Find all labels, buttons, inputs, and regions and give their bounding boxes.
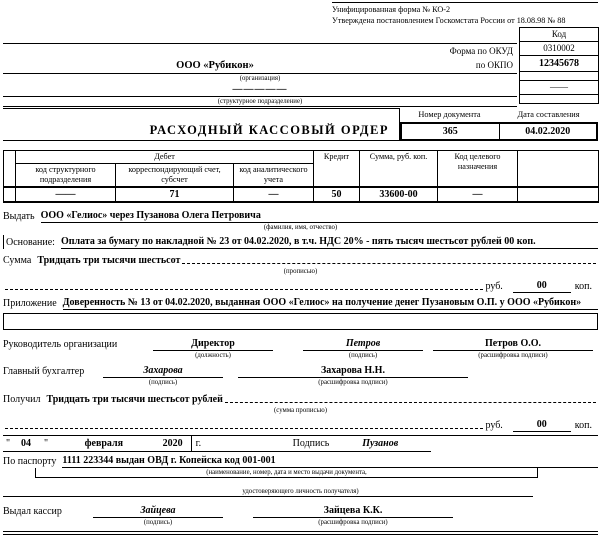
acc-sum-label: Сумма, руб. коп. [360, 151, 438, 188]
dash-filler [182, 262, 596, 264]
passport-hint-2: удостоверяющего личность получателя) [242, 488, 359, 495]
acc-cell-corr: 71 [116, 187, 234, 202]
sum-rub-label: руб. [485, 281, 503, 292]
acc-cell-struct: —— [16, 187, 116, 202]
received-kop-value: 00 [513, 418, 571, 432]
form-body [3, 108, 598, 535]
code-header: Код [520, 28, 598, 42]
organization-hint: (организация) [239, 75, 281, 82]
document-title: РАСХОДНЫЙ КАССОВЫЙ ОРДЕР [149, 123, 389, 137]
title-cell [3, 108, 400, 141]
acc-corr-label: корреспондирующий счет, субсчет [116, 164, 234, 188]
accounts-data-row [4, 187, 599, 202]
sign-hint: (подпись) [143, 519, 173, 526]
name-hint: (расшифровка подписи) [318, 379, 388, 386]
code-blank-2 [520, 95, 598, 103]
doc-date-label: Дата составления [517, 110, 580, 119]
form-note-line1: Унифицированная форма № КО-2 [332, 5, 451, 14]
passport-value: 1111 223344 выдан ОВД г. Копейска код 001-001 [62, 455, 276, 466]
organization-name: ООО «Рубикон» [176, 60, 254, 71]
signature-label: Подпись [292, 438, 330, 449]
code-table [519, 27, 599, 104]
acc-blank-left [4, 151, 16, 188]
organization-row [3, 58, 517, 74]
okpo-value: 12345678 [519, 55, 599, 72]
acc-cell-blank-left [4, 187, 16, 202]
acc-cell-sum: 33600-00 [360, 187, 438, 202]
okud-label: Форма по ОКУД [3, 43, 517, 58]
passport-row [3, 454, 598, 468]
accountant-signature-row [3, 364, 598, 378]
name-hint: (расшифровка подписи) [318, 519, 388, 526]
basis-label: Основание: [6, 237, 55, 248]
head-label: Руководитель организации [3, 339, 118, 350]
year-suffix: г. [195, 438, 202, 449]
passport-hint-1: (наименование, номер, дата и место выдачи документа, [206, 469, 367, 476]
accounts-table [3, 150, 599, 203]
title-row [3, 108, 598, 141]
acc-blank-right [518, 151, 599, 188]
acc-purpose-label: Код целевого назначения [438, 151, 518, 188]
head-signature: Петров [303, 337, 423, 351]
acc-debit-label: Дебет [16, 151, 314, 164]
form-note-line2: Утверждена постановлением Госкомстата России от 18.08.98 № 88 [332, 16, 566, 25]
received-value: Тридцать три тысячи шестьсот рублей [46, 394, 223, 405]
form-note [332, 2, 598, 26]
sum-kop-label: коп. [574, 281, 592, 292]
received-date-box [3, 436, 431, 452]
dash-filler [5, 288, 483, 290]
head-position: Директор [153, 337, 273, 351]
subdivision-value: ————— [3, 83, 517, 97]
head-signature-row [3, 337, 598, 351]
acc-cell-blank-right [518, 187, 599, 202]
cashier-signature: Зайцева [93, 504, 223, 518]
attachment-extra-box [3, 313, 598, 330]
cashier-hints [3, 518, 598, 527]
position-hint: (должность) [195, 352, 231, 359]
bottom-separator [3, 531, 598, 535]
okpo-label: по ОКПО [475, 60, 513, 70]
accountant-signature-hints [3, 378, 598, 387]
received-rub-row [3, 418, 598, 432]
sign-hint: (подпись) [148, 379, 178, 386]
received-year: 2020 [155, 436, 192, 451]
received-kop-label: коп. [574, 420, 592, 431]
cashier-label: Выдал кассир [3, 506, 62, 517]
attachment-label: Приложение [3, 298, 57, 309]
header-left [3, 43, 517, 107]
sum-rub-row [3, 279, 598, 293]
quote-close: " [43, 438, 49, 449]
code-blank-dash: —— [520, 81, 598, 95]
basis-value: Оплата за бумагу по накладной № 23 от 04.02.2020, в т.ч. НДС 20% - пять тысяч шестьсот рублей 00 коп. [60, 236, 536, 247]
sum-label: Сумма [3, 255, 32, 266]
received-day: 04 [21, 438, 31, 449]
doc-date-value: 04.02.2020 [525, 126, 571, 137]
passport-hint-box [35, 468, 538, 478]
recipient-signature: Пузанов [362, 438, 399, 449]
sum-kop-value: 00 [513, 279, 571, 293]
issue-value: ООО «Гелиос» через Пузанова Олега Петровича [40, 210, 261, 221]
name-hint: (расшифровка подписи) [478, 352, 548, 359]
accountant-name: Захарова Н.Н. [238, 364, 468, 378]
accountant-label: Главный бухгалтер [3, 366, 85, 377]
dash-filler [5, 427, 483, 429]
received-rub-label: руб. [485, 420, 503, 431]
sum-value: Тридцать три тысячи шестьсот [37, 255, 181, 266]
doc-number-value: 365 [402, 124, 500, 139]
doc-number-label: Номер документа [418, 110, 481, 119]
head-signature-hints [3, 351, 598, 360]
received-label: Получил [3, 394, 41, 405]
issue-hint: (фамилия, имя, отчество) [263, 224, 338, 231]
code-blank-1 [520, 71, 598, 81]
subdivision-hint: (структурное подразделение) [3, 97, 517, 107]
basis-row [3, 235, 598, 249]
attachment-row [3, 296, 598, 310]
okud-value: 0310002 [520, 42, 598, 56]
acc-struct-label: код структурного подразделения [16, 164, 116, 188]
acc-cell-analytic: — [234, 187, 314, 202]
cashier-name: Зайцева К.К. [253, 504, 453, 518]
acc-analytic-label: код аналитического учета [234, 164, 314, 188]
number-date-table [400, 108, 598, 141]
received-row [3, 393, 598, 406]
cashier-row [3, 504, 598, 518]
sum-hint: (прописью) [283, 268, 318, 275]
quote-open: " [5, 438, 11, 449]
acc-cell-credit: 50 [314, 187, 360, 202]
received-month: февраля [84, 438, 124, 449]
issue-row [3, 209, 598, 223]
sign-hint: (подпись) [348, 352, 378, 359]
issue-label: Выдать [3, 211, 35, 222]
acc-credit-label: Кредит [314, 151, 360, 188]
sum-row [3, 254, 598, 267]
passport-label: По паспорту [3, 456, 57, 467]
attachment-value: Доверенность № 13 от 04.02.2020, выданная ООО «Гелиос» на получение денег Пузановым О.П. у ООО «Рубикон» [62, 297, 582, 308]
dash-filler [225, 401, 596, 403]
head-name: Петров О.О. [433, 337, 593, 351]
received-date-row [3, 435, 598, 452]
acc-cell-purpose: — [438, 187, 518, 202]
accountant-signature: Захарова [103, 364, 223, 378]
received-hint: (сумма прописью) [274, 407, 327, 414]
